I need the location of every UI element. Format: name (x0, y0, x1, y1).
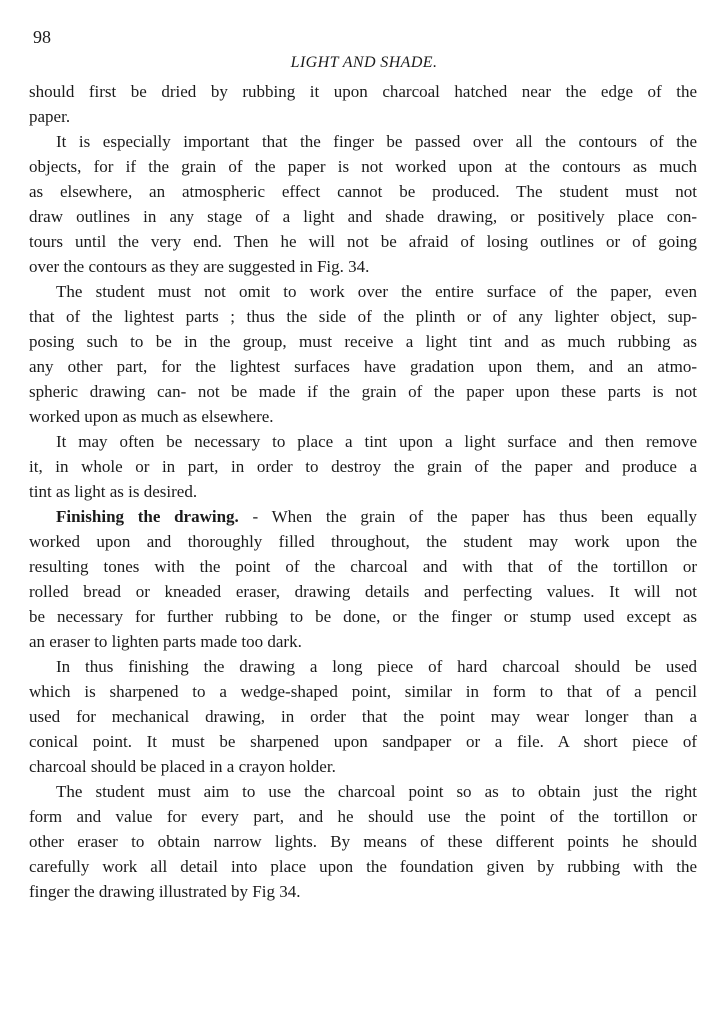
paragraph (29, 279, 697, 429)
text-line: which is sharpened to a wedge-shaped point, similar in form to that of a pencil (29, 682, 697, 701)
text-line: The student must aim to use the charcoal point so as to obtain just the right (56, 782, 697, 801)
running-head: LIGHT AND SHADE. (290, 54, 438, 71)
text-line: should first be dried by rubbing it upon charcoal hatched near the edge of the (29, 82, 697, 101)
text-line: paper. (29, 107, 71, 126)
text-line: tours until the very end. Then he will not be afraid of losing outlines or of going (29, 232, 697, 251)
text-line: any other part, for the lightest surfaces have gradation upon them, and an atmo- (29, 357, 697, 376)
paragraph (29, 429, 697, 504)
text-line: draw outlines in any stage of a light and shade drawing, or positively place con- (29, 207, 697, 226)
paragraph (29, 79, 697, 129)
text-line: other eraser to obtain narrow lights. By means of these different points he should (29, 832, 697, 851)
text-line: that of the lightest parts ; thus the side of the plinth or of any lighter object, sup- (29, 307, 697, 326)
text-line: resulting tones with the point of the charcoal and with that of the tortillon or (29, 557, 697, 576)
text-line: tint as light as is desired. (29, 482, 198, 501)
text-line: The student must not omit to work over the entire surface of the paper, even (56, 282, 697, 301)
text-line: rolled bread or kneaded eraser, drawing details and perfecting values. It will not (29, 582, 697, 601)
page-body (29, 79, 697, 904)
paragraph (29, 779, 697, 904)
text-line: finger the drawing illustrated by Fig 34. (29, 882, 301, 901)
paragraph (29, 504, 697, 654)
text-line: form and value for every part, and he should use the point of the tortillon or (29, 807, 697, 826)
text-line: worked upon as much as elsewhere. (29, 407, 274, 426)
text-line: spheric drawing can- not be made if the grain of the paper upon these parts is not (29, 382, 697, 401)
text-line: as elsewhere, an atmospheric effect cannot be produced. The student must not (29, 182, 697, 201)
text-line: over the contours as they are suggested in Fig. 34. (29, 257, 370, 276)
text-line: It may often be necessary to place a tint upon a light surface and then remove (56, 432, 697, 451)
page-number: 98 (33, 27, 51, 47)
paragraph (29, 654, 697, 779)
text-line: conical point. It must be sharpened upon sandpaper or a file. A short piece of (29, 732, 697, 751)
text-line: objects, for if the grain of the paper is not worked upon at the contours as much (29, 157, 697, 176)
text-line: It is especially important that the finger be passed over all the contours of the (56, 132, 697, 151)
text-line: it, in whole or in part, in order to destroy the grain of the paper and produce a (29, 457, 697, 476)
paragraph (29, 129, 697, 279)
text-line: In thus finishing the drawing a long piece of hard charcoal should be used (56, 657, 697, 676)
text-line: worked upon and thoroughly filled throughout, the student may work upon the (29, 532, 697, 551)
text-line: an eraser to lighten parts made too dark. (29, 632, 302, 651)
text-line: be necessary for further rubbing to be done, or the finger or stump used except as (29, 607, 697, 626)
text-line: used for mechanical drawing, in order that the point may wear longer than a (29, 707, 697, 726)
text-line: charcoal should be placed in a crayon holder. (29, 757, 336, 776)
text-line: Finishing the drawing. - When the grain of the paper has thus been equally (56, 507, 697, 526)
text-line: carefully work all detail into place upon the foundation given by rubbing with the (29, 857, 697, 876)
text-line: posing such to be in the group, must receive a light tint and as much rubbing as (29, 332, 697, 351)
bold-lead: Finishing the drawing. (56, 507, 239, 526)
